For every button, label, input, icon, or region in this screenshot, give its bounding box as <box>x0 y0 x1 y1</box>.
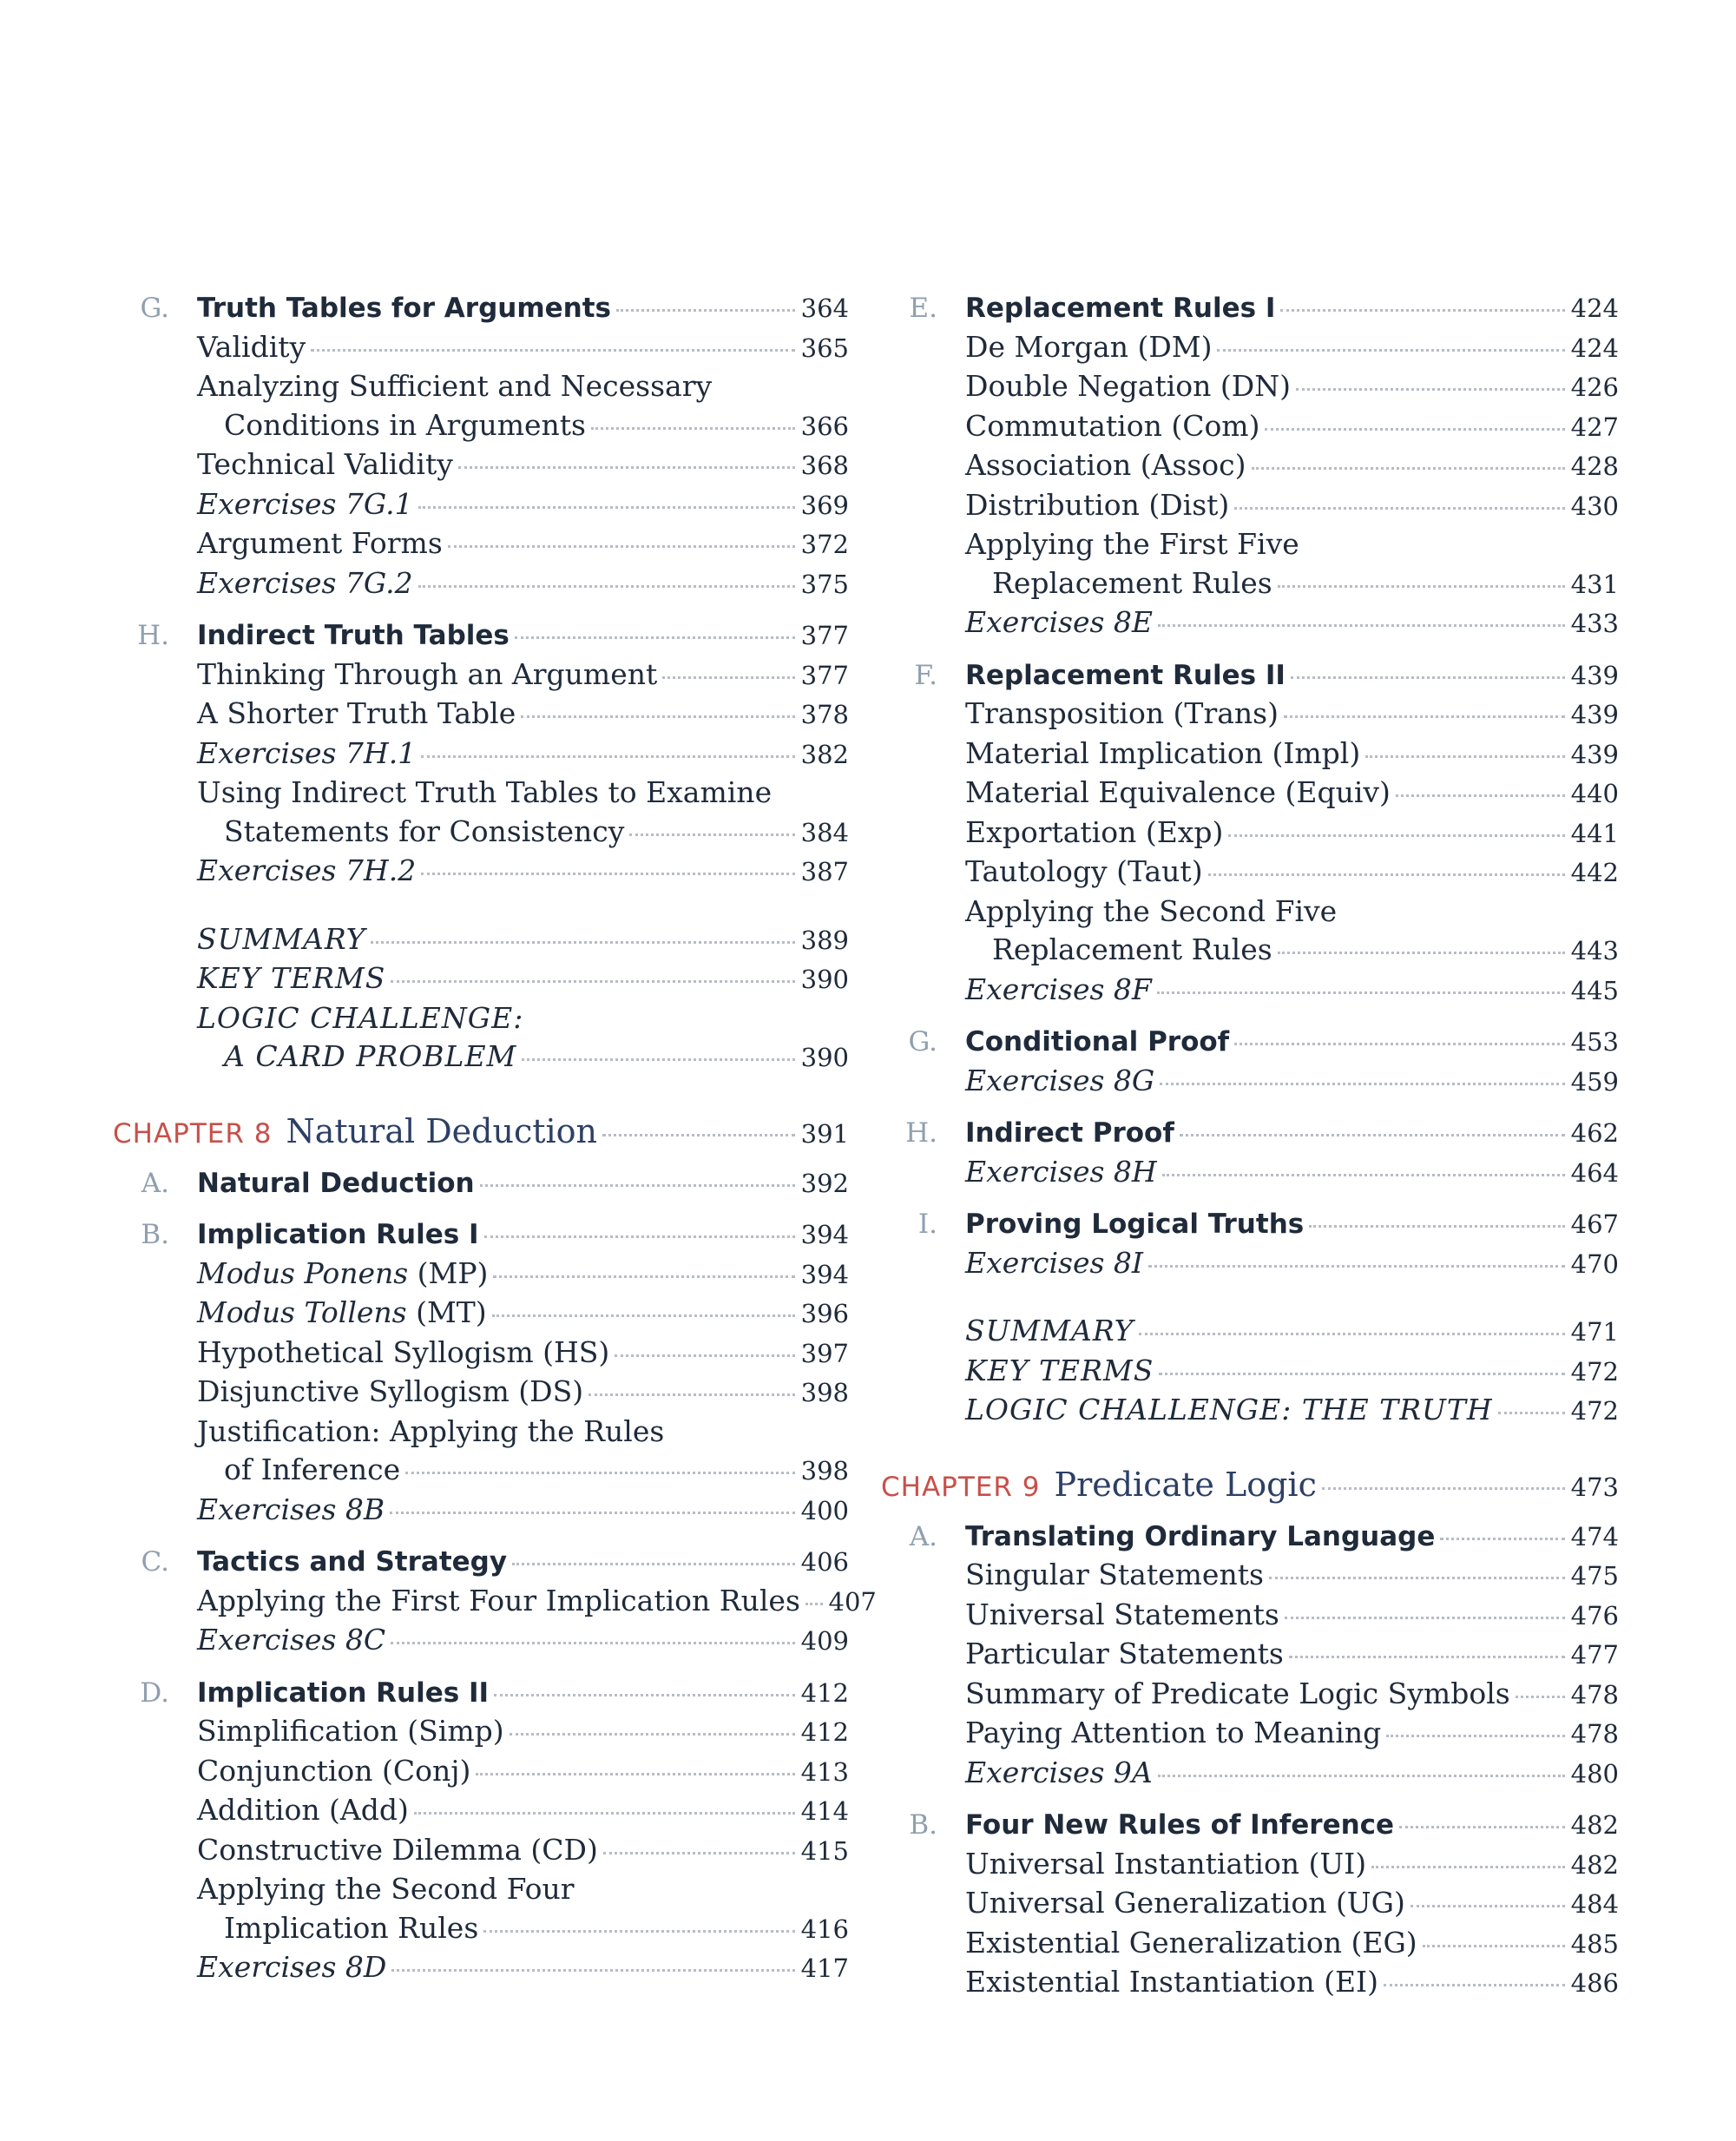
toc-end-matter-7 <box>113 920 849 1077</box>
toc-entry[interactable]: Transposition (Trans) 439 <box>965 695 1619 735</box>
toc-entry[interactable]: Conditional Proof 453 <box>965 1023 1619 1062</box>
toc-entry[interactable]: Commutation (Com) 427 <box>965 407 1619 447</box>
page-number: 397 <box>800 1338 849 1368</box>
section-letter: E. <box>909 293 937 324</box>
toc-entry[interactable]: Natural Deduction 392 <box>197 1164 849 1203</box>
toc-entry[interactable]: Replacement Rules 431 <box>992 564 1619 604</box>
toc-entry[interactable]: KEY TERMS 472 <box>965 1352 1619 1392</box>
page-number: 480 <box>1570 1758 1619 1789</box>
page-number: 482 <box>1570 1849 1619 1880</box>
toc-entry[interactable]: of Inference 398 <box>224 1451 849 1491</box>
page-number: 467 <box>1570 1209 1619 1239</box>
toc-entry[interactable]: Analyzing Sufficient and Necessary <box>197 369 713 403</box>
page-number: 433 <box>1570 609 1619 638</box>
toc-entry[interactable]: Implication Rules II 412 <box>197 1674 849 1713</box>
toc-entry[interactable]: Double Negation (DN) 426 <box>965 367 1619 407</box>
toc-section-8b <box>113 1215 849 1530</box>
toc-entry[interactable]: Exercises 7G.1 369 <box>197 485 849 525</box>
toc-section-9a <box>881 1518 1619 1794</box>
toc-section-7g <box>113 289 849 603</box>
section-letter: G. <box>140 293 169 324</box>
page-number: 431 <box>1570 569 1619 599</box>
page-number: 417 <box>800 1953 849 1983</box>
page-number: 477 <box>1570 1640 1619 1670</box>
toc-entry[interactable]: Universal Generalization (UG) 484 <box>965 1884 1619 1924</box>
page-number: 439 <box>1570 739 1619 769</box>
toc-entry[interactable]: Justification: Applying the Rules <box>197 1413 665 1448</box>
toc-entry[interactable]: Simplification (Simp) 412 <box>197 1712 849 1752</box>
page-number: 396 <box>800 1299 849 1328</box>
page-number: 443 <box>1570 936 1619 965</box>
toc-entry[interactable]: Applying the First Five <box>965 527 1299 561</box>
toc-entry[interactable]: Implication Rules I 394 <box>197 1215 849 1255</box>
page-number: 390 <box>800 1043 849 1072</box>
page-number: 462 <box>1570 1118 1619 1148</box>
page-number: 442 <box>1570 858 1619 887</box>
page-number: 424 <box>1570 293 1619 323</box>
chapter-heading-8[interactable] <box>113 1112 849 1150</box>
toc-entry[interactable]: Disjunctive Syllogism (DS) 398 <box>197 1373 849 1413</box>
page-number: 375 <box>800 569 849 599</box>
section-letter: F. <box>914 659 937 691</box>
page-number: 430 <box>1570 491 1619 521</box>
page-number: 409 <box>800 1626 849 1656</box>
page-number: 482 <box>1570 1810 1619 1840</box>
toc-entry[interactable]: Existential Generalization (EG) 485 <box>965 1924 1619 1964</box>
toc-entry[interactable]: Truth Tables for Arguments 364 <box>197 289 849 328</box>
toc-left-column <box>113 289 877 2001</box>
section-letter: D. <box>140 1677 169 1709</box>
toc-entry[interactable]: Exportation (Exp) 441 <box>965 814 1619 853</box>
toc-section-7h <box>113 616 849 892</box>
toc-section-8d <box>113 1674 849 1988</box>
toc-entry[interactable]: Summary of Predicate Logic Symbols 478 <box>965 1675 1619 1715</box>
toc-entry[interactable]: Singular Statements 475 <box>965 1556 1619 1596</box>
page-number: 389 <box>800 925 849 955</box>
page-number: 372 <box>800 530 849 559</box>
page-number: 470 <box>1570 1248 1619 1279</box>
page-number: 413 <box>800 1756 849 1787</box>
toc-section-8e <box>881 289 1619 643</box>
toc-entry[interactable]: Proving Logical Truths 467 <box>965 1205 1619 1244</box>
page-number: 365 <box>800 333 849 363</box>
page-number: 427 <box>1570 412 1619 442</box>
section-letter: I. <box>917 1209 937 1240</box>
toc-entry[interactable]: Modus Ponens (MP) 394 <box>197 1255 849 1294</box>
page-number: 369 <box>800 490 849 520</box>
page-number: 387 <box>800 857 849 886</box>
page-number: 378 <box>800 700 849 729</box>
toc-entry[interactable]: Hypothetical Syllogism (HS) 397 <box>197 1334 849 1374</box>
toc-section-8h <box>881 1114 1619 1192</box>
chapter-label: CHAPTER 9 <box>881 1471 1041 1503</box>
page-number: 473 <box>1570 1472 1619 1502</box>
toc-section-9b <box>881 1806 1619 2003</box>
toc-entry[interactable]: Technical Validity 368 <box>197 445 849 485</box>
toc-entry[interactable]: Applying the Second Five <box>965 893 1338 928</box>
toc-entry[interactable]: LOGIC CHALLENGE: THE TRUTH 472 <box>965 1391 1619 1431</box>
toc-entry[interactable]: Four New Rules of Inference 482 <box>965 1806 1619 1845</box>
toc-entry[interactable]: Modus Tollens (MT) 396 <box>197 1294 849 1334</box>
page-number: 424 <box>1570 333 1619 363</box>
page-number: 394 <box>800 1259 849 1289</box>
toc-entry[interactable]: Existential Instantiation (EI) 486 <box>965 1963 1619 2003</box>
page-number: 384 <box>800 817 849 847</box>
toc-entry[interactable]: Exercises 8C 409 <box>197 1621 849 1661</box>
page-number: 478 <box>1570 1719 1619 1749</box>
toc-entry[interactable]: KEY TERMS 390 <box>197 959 849 999</box>
toc-entry[interactable]: A CARD PROBLEM 390 <box>224 1038 849 1077</box>
section-letter: B. <box>909 1809 937 1841</box>
toc-entry[interactable]: Indirect Proof 462 <box>965 1114 1619 1153</box>
page-number: 377 <box>800 660 849 690</box>
toc-entry[interactable]: Implication Rules 416 <box>224 1909 849 1949</box>
toc-entry[interactable]: Replacement Rules 443 <box>992 931 1619 971</box>
toc-end-matter-8 <box>881 1312 1619 1431</box>
page-number: 439 <box>1570 700 1619 729</box>
page-number: 414 <box>800 1796 849 1826</box>
toc-entry[interactable]: Distribution (Dist) 430 <box>965 486 1619 526</box>
toc-entry[interactable]: Particular Statements 477 <box>965 1635 1619 1675</box>
toc-entry[interactable]: De Morgan (DM) 424 <box>965 328 1619 368</box>
toc-entry[interactable]: SUMMARY 471 <box>965 1312 1619 1352</box>
section-letter: C. <box>141 1546 169 1578</box>
page-number: 426 <box>1570 372 1619 402</box>
toc-section-8c <box>113 1543 877 1661</box>
toc-entry[interactable]: Translating Ordinary Language 474 <box>965 1518 1619 1557</box>
chapter-title: Natural Deduction <box>286 1111 598 1150</box>
page-number: 445 <box>1570 975 1619 1005</box>
toc-entry[interactable]: Tautology (Taut) 442 <box>965 853 1619 893</box>
toc-entry[interactable]: Exercises 8E 433 <box>965 603 1619 643</box>
page-number: 440 <box>1570 779 1619 808</box>
toc-right-column <box>881 289 1619 2016</box>
toc-entry[interactable]: Association (Assoc) 428 <box>965 446 1619 486</box>
toc-entry[interactable]: Exercises 8I 470 <box>965 1244 1619 1284</box>
page-number: 400 <box>800 1495 849 1525</box>
toc-entry[interactable]: Replacement Rules II 439 <box>965 656 1619 695</box>
section-letter: A. <box>141 1167 169 1199</box>
toc-entry[interactable]: Addition (Add) 414 <box>197 1791 849 1831</box>
page-number: 407 <box>828 1586 877 1617</box>
toc-section-8i <box>881 1205 1619 1283</box>
page-number: 377 <box>800 621 849 650</box>
toc-entry[interactable]: Exercises 9A 480 <box>965 1754 1619 1794</box>
toc-entry[interactable]: Argument Forms 372 <box>197 524 849 564</box>
page-number: 475 <box>1570 1561 1619 1591</box>
toc-entry[interactable]: Conjunction (Conj) 413 <box>197 1752 849 1792</box>
toc-entry[interactable]: Exercises 8D 417 <box>197 1948 849 1988</box>
page-number: 472 <box>1570 1396 1619 1426</box>
page-number: 366 <box>800 411 849 441</box>
toc-entry[interactable]: Statements for Consistency 384 <box>224 813 849 853</box>
toc-entry[interactable]: SUMMARY 389 <box>197 920 849 960</box>
toc-entry[interactable]: Exercises 8H 464 <box>965 1153 1619 1193</box>
page-number: 485 <box>1570 1928 1619 1959</box>
toc-entry[interactable]: Exercises 7G.2 375 <box>197 564 849 604</box>
toc-entry[interactable]: Using Indirect Truth Tables to Examine <box>197 775 773 809</box>
page-number: 382 <box>800 739 849 769</box>
page-number: 428 <box>1570 451 1619 481</box>
toc-entry[interactable]: Universal Instantiation (UI) 482 <box>965 1845 1619 1885</box>
page-number: 368 <box>800 451 849 480</box>
toc-entry[interactable]: Validity 365 <box>197 328 849 368</box>
page-number: 398 <box>800 1456 849 1486</box>
toc-section-8f <box>881 656 1619 1011</box>
page-number: 472 <box>1570 1356 1619 1387</box>
page-number: 392 <box>800 1168 849 1198</box>
section-letter: B. <box>141 1219 169 1250</box>
toc-entry[interactable]: Exercises 8F 445 <box>965 971 1619 1011</box>
page-number: 398 <box>800 1378 849 1407</box>
toc-entry[interactable]: LOGIC CHALLENGE: <box>197 1000 524 1035</box>
toc-section-8g <box>881 1023 1619 1101</box>
page-number: 439 <box>1570 660 1619 690</box>
toc-entry[interactable]: Exercises 8B 400 <box>197 1491 849 1531</box>
toc-entry[interactable]: Thinking Through an Argument 377 <box>197 655 849 695</box>
section-letter: A. <box>909 1520 937 1552</box>
toc-entry[interactable]: Paying Attention to Meaning 478 <box>965 1714 1619 1754</box>
toc-entry[interactable]: Replacement Rules I 424 <box>965 289 1619 328</box>
toc-entry[interactable]: Material Equivalence (Equiv) 440 <box>965 774 1619 814</box>
toc-entry[interactable]: Exercises 8G 459 <box>965 1062 1619 1102</box>
section-letter: H. <box>905 1117 937 1149</box>
toc-entry[interactable]: Exercises 7H.1 382 <box>197 735 849 774</box>
page-number: 471 <box>1570 1317 1619 1347</box>
toc-entry[interactable]: Constructive Dilemma (CD) 415 <box>197 1831 849 1871</box>
section-letter: G. <box>908 1026 937 1057</box>
toc-entry[interactable]: A Shorter Truth Table 378 <box>197 695 849 735</box>
toc-entry[interactable]: Applying the First Four Implication Rules 407 <box>197 1582 849 1622</box>
toc-entry[interactable]: Material Implication (Impl) 439 <box>965 735 1619 774</box>
page-number: 474 <box>1570 1521 1619 1551</box>
page-number: 415 <box>800 1835 849 1866</box>
page-number: 364 <box>800 293 849 323</box>
page-number: 441 <box>1570 818 1619 848</box>
page-number: 453 <box>1570 1027 1619 1057</box>
page-number: 412 <box>800 1717 849 1747</box>
page-number: 406 <box>800 1547 849 1577</box>
page-number: 476 <box>1570 1600 1619 1630</box>
page-number: 459 <box>1570 1066 1619 1097</box>
page-number: 484 <box>1570 1889 1619 1919</box>
section-letter: H. <box>137 620 169 651</box>
toc-section-8a <box>113 1164 849 1203</box>
page-number: 390 <box>800 965 849 994</box>
chapter-title: Predicate Logic <box>1054 1465 1317 1504</box>
page-number: 464 <box>1570 1157 1619 1188</box>
page-number: 412 <box>800 1677 849 1708</box>
page-number: 486 <box>1570 1968 1619 1998</box>
chapter-label: CHAPTER 8 <box>113 1117 273 1150</box>
toc-entry[interactable]: Conditions in Arguments 366 <box>224 406 849 446</box>
page-number: 416 <box>800 1914 849 1944</box>
toc-entry[interactable]: Exercises 7H.2 387 <box>197 852 849 892</box>
page-number: 394 <box>800 1220 849 1249</box>
toc-entry[interactable]: Indirect Truth Tables 377 <box>197 616 849 655</box>
page-number: 391 <box>800 1118 849 1149</box>
toc-entry[interactable]: Applying the Second Four <box>197 1872 575 1906</box>
chapter-heading-9[interactable] <box>881 1466 1619 1504</box>
page-number: 478 <box>1570 1679 1619 1710</box>
toc-entry[interactable]: Universal Statements 476 <box>965 1596 1619 1636</box>
toc-entry[interactable]: Tactics and Strategy 406 <box>197 1543 849 1582</box>
